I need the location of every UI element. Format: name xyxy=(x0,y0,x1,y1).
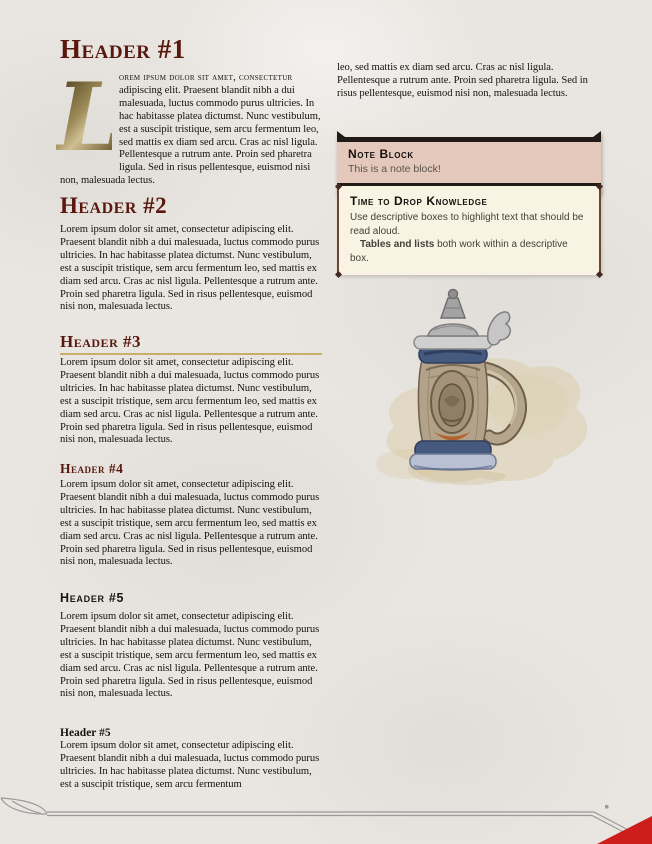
paragraph: Lorem ipsum dolor sit amet, consectetur adipiscing elit. Praesent blandit nibh a dui malesuada, luctus commodo purus ultricies. In hac habitasse platea dictumst. Nunc vestibulum, est a suscipit tristique, sem arcu fermentum leo, sed mattis ex diam sed arcu. Cras ac nisl ligula. Pellentesque a rutrum ante. Proin sed pharetra ligula. Sed in risus pellentesque, euismod nisi non, malesuada lectus. xyxy=(60,611,320,700)
paragraph-truncated: Lorem ipsum dolor sit amet, consectetur adipiscing elit. Praesent blandit nibh a dui malesuada, luctus commodo purus ultricies. In hac habitasse platea dictumst. Nunc vestibulum, est a suscipit tristique, sem arcu fermentum xyxy=(60,740,320,790)
descriptive-box-line2-rest: both work within a descriptive box. xyxy=(350,239,568,264)
footer-svg xyxy=(0,794,652,844)
paragraph-continuation: leo, sed mattis ex diam sed arcu. Cras ac nisl ligula. Pellentesque a rutrum ante. Proin sed pharetra ligula. Sed in risus pellentesque, euismod nisi non, malesuada lectus. xyxy=(337,62,588,99)
beer-stein-illustration xyxy=(358,284,606,492)
header-5: Header #5 xyxy=(60,591,125,605)
paragraph: Lorem ipsum dolor sit amet, consectetur adipiscing elit. Praesent blandit nibh a dui malesuada, luctus commodo purus ultricies. In hac habitasse platea dictumst. Nunc vestibulum, est a suscipit tristique, sem arcu fermentum leo, sed mattis ex diam sed arcu. Cras ac nisl ligula. Pellentesque a rutrum ante. Proin sed pharetra ligula. Sed in risus pellentesque, euismod nisi non, malesuada lectus. xyxy=(60,224,320,313)
paragraph: Lorem ipsum dolor sit amet, consectetur adipiscing elit. Praesent blandit nibh a dui malesuada, luctus commodo purus ultricies. In hac habitasse platea dictumst. Nunc vestibulum, est a suscipit tristique, sem arcu fermentum leo, sed mattis ex diam sed arcu. Cras ac nisl ligula. Pellentesque a rutrum ante. Proin sed pharetra ligula. Sed in risus pellentesque, euismod nisi non, malesuada lectus. xyxy=(60,357,320,446)
paragraph: Lorem ipsum dolor sit amet, consectetur adipiscing elit. Praesent blandit nibh a dui malesuada, luctus commodo purus ultricies. In hac habitasse platea dictumst. Nunc vestibulum, est a suscipit tristique, sem arcu fermentum leo, sed mattis ex diam sed arcu. Cras ac nisl ligula. Pellentesque a rutrum ante. Proin sed pharetra ligula. Sed in risus pellentesque, euismod nisi non, malesuada lectus. xyxy=(60,479,320,568)
descriptive-box xyxy=(337,186,601,275)
footer-square-dot xyxy=(605,805,609,809)
footer-line-bottom xyxy=(47,816,633,838)
note-block xyxy=(337,131,601,194)
header-4: Header #4 xyxy=(60,461,124,476)
paragraph-lead-smallcaps: orem ipsum dolor sit amet, consectetur xyxy=(119,72,293,83)
header-3: Header #3 xyxy=(60,333,322,355)
footer-red-triangle xyxy=(597,816,652,844)
note-body xyxy=(337,142,601,183)
footer-flourish-lower xyxy=(1,798,47,814)
paragraph-body: adipiscing elit. Praesent blandit nibh a dui malesuada, luctus commodo purus ultricies. In hac habitasse platea dictumst. Nunc vestibulum, est a suscipit tristique, sem arcu fermentum leo, sed mattis ex diam sed arcu. Cras ac nisl ligula. Pellentesque a rutrum ante. Proin sed pharetra ligula. Sed in risus pellentesque, euismod nisi non, malesuada lectus. xyxy=(60,84,321,187)
header-2: Header #2 xyxy=(60,193,168,218)
corner-diamond-icon xyxy=(335,271,342,278)
header-5-inline: Header #5 xyxy=(60,727,111,739)
beer-stein-svg xyxy=(358,284,606,492)
note-text: This is a note block! xyxy=(348,163,441,175)
footer-ornament xyxy=(0,794,652,844)
dropcap-letter: L xyxy=(56,63,123,173)
descriptive-box-line2-bold: Tables and lists xyxy=(360,239,435,250)
note-title: Note Block xyxy=(348,147,414,161)
header-1: Header #1 xyxy=(60,34,186,64)
paragraph-dropcap xyxy=(56,63,322,188)
corner-diamond-icon xyxy=(596,271,603,278)
descriptive-box-line2 xyxy=(350,238,588,265)
descriptive-box-title: Time to Drop Knowledge xyxy=(350,194,488,208)
descriptive-box-line1: Use descriptive boxes to highlight text that should be read aloud. xyxy=(350,212,584,237)
footer-flourish-vein xyxy=(12,801,41,814)
note-top-ornament xyxy=(337,131,601,142)
corner-diamond-icon xyxy=(596,183,603,190)
